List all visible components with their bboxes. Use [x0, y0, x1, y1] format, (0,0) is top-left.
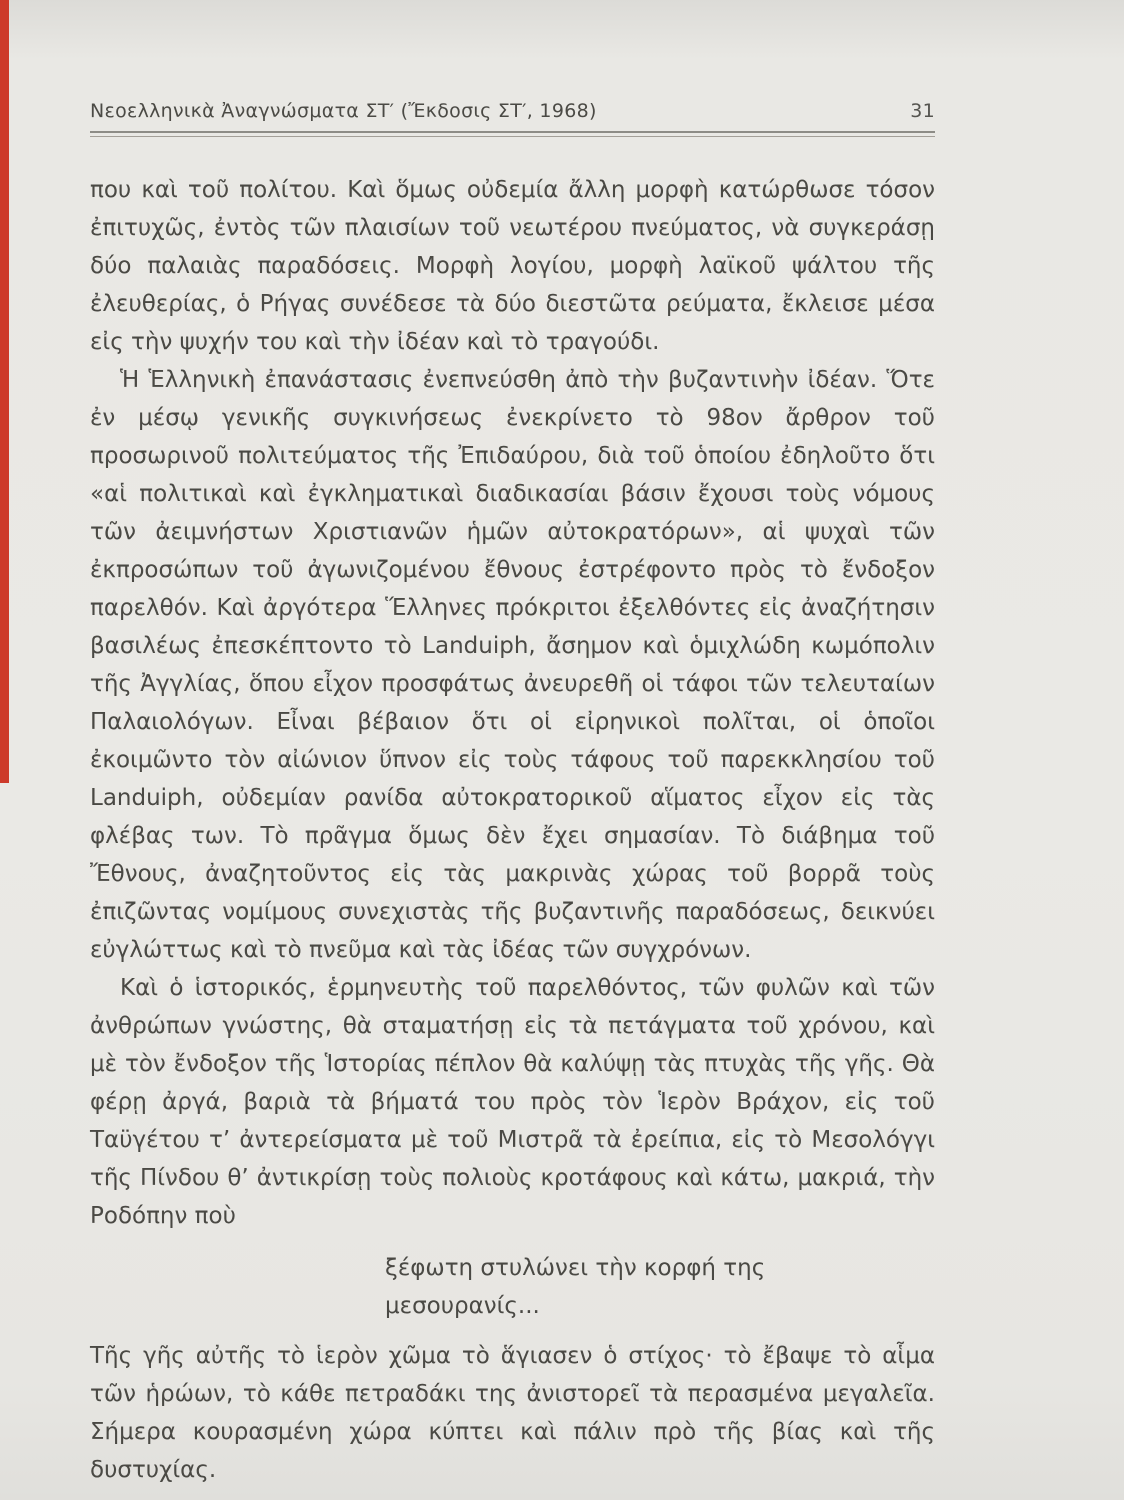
running-header	[90, 100, 935, 122]
paragraph: Τῆς γῆς αὐτῆς τὸ ἱερὸν χῶμα τὸ ἅγιασεν ὁ στίχος· τὸ ἔβαψε τὸ αἷμα τῶν ἡρώων, τὸ κάθε πετραδάκι της ἀνιστορεῖ τὰ περασμένα μεγαλεῖα. Σήμερα κουρασμένη χώρα κύπτει καὶ πάλιν πρὸ τῆς βίας καὶ τῆς δυστυχίας.	[90, 1343, 935, 1483]
paragraph: που καὶ τοῦ πολίτου. Καὶ ὅμως οὐδεμία ἄλλη μορφὴ κατώρθωσε τόσον ἐπιτυχῶς, ἐντὸς τῶν πλαισίων τοῦ νεωτέρου πνεύματος, νὰ συγκεράσῃ δύο παλαιὰς παραδόσεις. Μορφὴ λογίου, μορφὴ λαϊκοῦ ψάλτου τῆς ἐλευθερίας, ὁ Ρήγας συνέδεσε τὰ δύο διεστῶτα ρεύματα, ἔκλεισε μέσα εἰς τὴν ψυχήν του καὶ τὴν ἰδέαν καὶ τὸ τραγούδι.	[90, 177, 935, 355]
body-text	[90, 171, 935, 1489]
scan-edge-stripe	[0, 0, 9, 783]
paragraph: Ἡ Ἑλληνικὴ ἐπανάστασις ἐνεπνεύσθη ἀπὸ τὴν βυζαντινὴν ἰδέαν. Ὅτε ἐν μέσῳ γενικῆς συγκινήσεως ἐνεκρίνετο τὸ 98ον ἄρθρον τοῦ προσωρινοῦ πολιτεύματος τῆς Ἐπιδαύρου, διὰ τοῦ ὁποίου ἐδηλοῦτο ὅτι «αἱ πολιτικαὶ καὶ ἐγκληματικαὶ διαδικασίαι βάσιν ἔχουσι τοὺς νόμους τῶν ἀειμνήστων Χριστιανῶν ἡμῶν αὐτοκρατόρων», αἱ ψυχαὶ τῶν ἐκπροσώπων τοῦ ἀγωνιζομένου ἔθνους ἐστρέφοντο πρὸς τὸ ἔνδοξον παρελθόν. Καὶ ἀργότερα Ἕλληνες πρόκριτοι ἐξελθόντες εἰς ἀναζήτησιν βασιλέως ἐπεσκέπτοντο τὸ Landuiph, ἄσημον καὶ ὁμιχλώδη κωμόπολιν τῆς Ἀγγλίας, ὅπου εἶχον προσφάτως ἀνευρεθῆ οἱ τάφοι τῶν τελευταίων Παλαιολόγων. Εἶναι βέβαιον ὅτι οἱ εἰρηνικοὶ πολῖται, οἱ ὁποῖοι ἐκοιμῶντο τὸν αἰώνιον ὕπνον εἰς τοὺς τάφους τοῦ παρεκκλησίου τοῦ Landuiph, οὐδεμίαν ρανίδα αὐτοκρατορικοῦ αἵματος εἶχον εἰς τὰς φλέβας των. Τὸ πρᾶγμα ὅμως δὲν ἔχει σημασίαν. Τὸ διάβημα τοῦ Ἔθνους, ἀναζητοῦντος εἰς τὰς μακρινὰς χώρας τοῦ βορρᾶ τοὺς ἐπιζῶντας νομίμους συνεχιστὰς τῆς βυζαντινῆς παραδόσεως, δεικνύει εὐγλώττως καὶ τὸ πνεῦμα καὶ τὰς ἰδέας τῶν συγχρόνων.	[90, 367, 935, 963]
page-content	[90, 100, 935, 1489]
poem-line: μεσουρανίς...	[385, 1293, 540, 1319]
header-rule	[90, 131, 935, 137]
page-number: 31	[910, 100, 935, 122]
running-header-title: Νεοελληνικὰ Ἀναγνώσματα ΣΤ′ (Ἔκδοσις ΣΤ′, 1968)	[90, 100, 597, 122]
paragraph: Καὶ ὁ ἱστορικός, ἑρμηνευτὴς τοῦ παρελθόντος, τῶν φυλῶν καὶ τῶν ἀνθρώπων γνώστης, θὰ σταματήσῃ εἰς τὰ πετάγματα τοῦ χρόνου, καὶ μὲ τὸν ἔνδοξον τῆς Ἱστορίας πέπλον θὰ καλύψῃ τὰς πτυχὰς τῆς γῆς. Θὰ φέρῃ ἀργά, βαριὰ τὰ βήματά του πρὸς τὸν Ἱερὸν Βράχον, εἰς τοῦ Ταϋγέτου τ’ ἀντερείσματα μὲ τοῦ Μιστρᾶ τὰ ἐρείπια, εἰς τὸ Μεσολόγγι τῆς Πίνδου θ’ ἀντικρίσῃ τοὺς πολιοὺς κροτάφους καὶ κάτω, μακριά, τὴν Ροδόπην ποὺ	[90, 975, 935, 1229]
poem-quote	[385, 1249, 935, 1325]
poem-line: ξέφωτη στυλώνει τὴν κορφή της	[385, 1255, 766, 1281]
